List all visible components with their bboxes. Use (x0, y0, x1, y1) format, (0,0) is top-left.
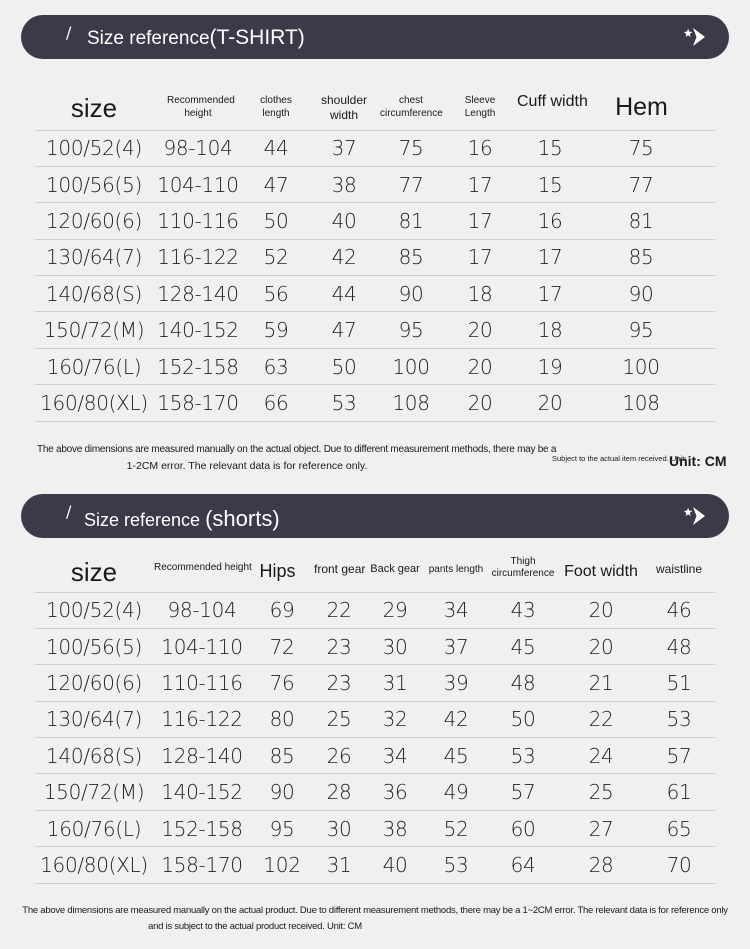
table-row (35, 665, 715, 701)
table-cell: 24 (559, 738, 643, 774)
table-cell: 160/80(XL) (35, 385, 153, 421)
table-cell: 16 (517, 203, 583, 239)
shorts-banner (21, 494, 729, 538)
table-cell: 23 (313, 628, 365, 664)
note-line: The above dimensions are measured manually on the actual object. Due to different measurement methods, there may be a (37, 444, 557, 455)
table-cell: 100 (583, 348, 715, 384)
table-cell: 29 (365, 592, 425, 628)
table-row (35, 701, 715, 737)
table-cell: 18 (443, 276, 517, 312)
table-cell: 27 (559, 810, 643, 846)
table-row (35, 810, 715, 846)
table-cell: 23 (313, 665, 365, 701)
table-cell: 116-122 (153, 239, 243, 275)
table-cell: 72 (251, 628, 313, 664)
tshirt-header-shoulder-width: shoulder width (320, 92, 368, 122)
table-cell: 140-152 (153, 312, 243, 348)
table-cell: 20 (559, 628, 643, 664)
table-cell: 44 (309, 276, 379, 312)
table-cell: 43 (487, 592, 559, 628)
table-cell: 158-170 (153, 385, 243, 421)
table-row (35, 348, 715, 384)
tshirt-banner-title: Size reference(T-SHIRT) (87, 26, 305, 49)
table-cell: 70 (643, 847, 715, 883)
table-cell: 40 (365, 847, 425, 883)
table-row (35, 628, 715, 664)
table-cell: 17 (443, 166, 517, 202)
table-cell: 20 (443, 385, 517, 421)
table-cell: 110-116 (153, 203, 243, 239)
table-cell: 152-158 (153, 810, 251, 846)
table-cell: 64 (487, 847, 559, 883)
table-cell: 38 (309, 166, 379, 202)
table-cell: 57 (643, 738, 715, 774)
table-row (35, 738, 715, 774)
table-cell: 160/80(XL) (35, 847, 153, 883)
slash-decoration: / (66, 23, 72, 42)
table-cell: 75 (379, 130, 443, 166)
table-cell: 48 (643, 628, 715, 664)
table-cell: 31 (313, 847, 365, 883)
table-cell: 152-158 (153, 348, 243, 384)
shorts-measurement-note (10, 903, 740, 935)
table-cell: 53 (643, 701, 715, 737)
table-cell: 76 (251, 665, 313, 701)
table-cell: 25 (313, 701, 365, 737)
table-row (35, 130, 715, 166)
table-cell: 90 (251, 774, 313, 810)
table-row (35, 312, 715, 348)
table-cell: 37 (425, 628, 487, 664)
table-cell: 104-110 (153, 166, 243, 202)
tshirt-header-sleeve: Sleeve Length (464, 95, 496, 119)
shorts-header-waistline: waistline (655, 562, 703, 577)
table-cell: 22 (559, 701, 643, 737)
star-arrow-logo-icon (683, 504, 709, 528)
table-cell: 100/56(5) (35, 166, 153, 202)
tshirt-header-height: Recommended height (167, 95, 235, 119)
table-cell: 18 (517, 312, 583, 348)
table-cell: 140-152 (153, 774, 251, 810)
tshirt-header-size: size (70, 92, 118, 123)
table-cell: 50 (487, 701, 559, 737)
tshirt-header-chest: chest circumference (380, 95, 443, 119)
table-cell: 160/76(L) (35, 810, 153, 846)
table-cell: 53 (425, 847, 487, 883)
table-cell: 100/56(5) (35, 628, 153, 664)
table-row (35, 847, 715, 883)
table-cell: 20 (443, 312, 517, 348)
table-cell: 160/76(L) (35, 348, 153, 384)
table-cell: 65 (643, 810, 715, 846)
shorts-header-size: size (70, 557, 118, 587)
table-row (35, 385, 715, 421)
table-row (35, 592, 715, 628)
tshirt-table-body (35, 130, 715, 421)
tshirt-measurement-note (37, 442, 557, 474)
table-cell: 49 (425, 774, 487, 810)
table-cell: 77 (583, 166, 715, 202)
shorts-header-foot-width: Foot width (564, 563, 638, 581)
table-cell: 34 (425, 592, 487, 628)
table-cell: 120/60(6) (35, 665, 153, 701)
table-row (35, 239, 715, 275)
table-cell: 26 (313, 738, 365, 774)
table-cell: 69 (251, 592, 313, 628)
table-cell: 22 (313, 592, 365, 628)
table-cell: 140/68(S) (35, 276, 153, 312)
table-cell: 66 (243, 385, 309, 421)
table-cell: 20 (559, 592, 643, 628)
table-cell: 28 (559, 847, 643, 883)
table-cell: 95 (379, 312, 443, 348)
table-cell: 38 (365, 810, 425, 846)
table-row (35, 276, 715, 312)
table-cell: 75 (583, 130, 715, 166)
table-cell: 20 (517, 385, 583, 421)
table-cell: 150/72(M) (35, 312, 153, 348)
table-cell: 81 (583, 203, 715, 239)
table-cell: 90 (583, 276, 715, 312)
tshirt-banner (21, 15, 729, 59)
table-cell: 110-116 (153, 665, 251, 701)
table-cell: 17 (443, 239, 517, 275)
shorts-header-height: Recommended height (154, 562, 252, 573)
table-cell: 61 (643, 774, 715, 810)
table-cell: 39 (425, 665, 487, 701)
table-cell: 17 (517, 276, 583, 312)
slash-decoration: / (66, 502, 72, 521)
tshirt-header-hem: Hem (615, 93, 668, 122)
shorts-header-pants-length: pants length (428, 563, 484, 575)
table-cell: 40 (309, 203, 379, 239)
table-cell: 102 (251, 847, 313, 883)
table-cell: 128-140 (153, 738, 251, 774)
table-cell: 47 (243, 166, 309, 202)
table-cell: 81 (379, 203, 443, 239)
table-cell: 130/64(7) (35, 239, 153, 275)
table-cell: 100 (379, 348, 443, 384)
table-cell: 85 (583, 239, 715, 275)
table-cell: 104-110 (153, 628, 251, 664)
table-row (35, 203, 715, 239)
shorts-header-thigh: Thigh circumference (491, 555, 555, 580)
table-cell: 46 (643, 592, 715, 628)
table-cell: 25 (559, 774, 643, 810)
table-cell: 108 (583, 385, 715, 421)
table-cell: 28 (313, 774, 365, 810)
table-cell: 42 (425, 701, 487, 737)
table-cell: 130/64(7) (35, 701, 153, 737)
table-cell: 150/72(M) (35, 774, 153, 810)
note-line: 1-2CM error. The relevant data is for reference only. (126, 460, 368, 472)
table-cell: 20 (443, 348, 517, 384)
tshirt-header-cuff: Cuff width (517, 92, 588, 110)
tshirt-size-table (35, 86, 715, 422)
table-cell: 50 (243, 203, 309, 239)
note-line: The above dimensions are measured manually on the actual product. Due to different measurement methods, there may be a 1~2CM error. The relevant data is for reference only (22, 905, 728, 916)
table-cell: 80 (251, 701, 313, 737)
table-cell: 116-122 (153, 701, 251, 737)
table-cell: 95 (251, 810, 313, 846)
table-cell: 44 (243, 130, 309, 166)
table-cell: 77 (379, 166, 443, 202)
table-cell: 140/68(S) (35, 738, 153, 774)
table-cell: 53 (309, 385, 379, 421)
table-cell: 52 (243, 239, 309, 275)
shorts-banner-title: Size reference (shorts) (84, 506, 280, 531)
table-cell: 15 (517, 166, 583, 202)
star-arrow-logo-icon (683, 25, 709, 49)
table-cell: 47 (309, 312, 379, 348)
table-cell: 34 (365, 738, 425, 774)
tshirt-header-clothes-length: clothes length (260, 95, 292, 119)
note-line: and is subject to the actual product received. Unit: CM (148, 921, 362, 932)
table-cell: 100/52(4) (35, 592, 153, 628)
table-cell: 85 (379, 239, 443, 275)
table-cell: 52 (425, 810, 487, 846)
table-cell: 63 (243, 348, 309, 384)
shorts-header-back-gear: Back gear (370, 562, 420, 575)
table-cell: 98-104 (153, 130, 243, 166)
table-cell: 37 (309, 130, 379, 166)
table-cell: 48 (487, 665, 559, 701)
table-cell: 21 (559, 665, 643, 701)
table-cell: 60 (487, 810, 559, 846)
table-cell: 158-170 (153, 847, 251, 883)
tshirt-unit-label: Unit: CM (669, 453, 727, 469)
table-cell: 16 (443, 130, 517, 166)
table-cell: 45 (487, 628, 559, 664)
table-cell: 50 (309, 348, 379, 384)
table-row (35, 166, 715, 202)
table-cell: 32 (365, 701, 425, 737)
table-cell: 31 (365, 665, 425, 701)
shorts-table-body (35, 592, 715, 883)
table-cell: 36 (365, 774, 425, 810)
table-cell: 19 (517, 348, 583, 384)
table-cell: 17 (443, 203, 517, 239)
table-cell: 95 (583, 312, 715, 348)
table-cell: 59 (243, 312, 309, 348)
table-cell: 30 (365, 628, 425, 664)
table-cell: 90 (379, 276, 443, 312)
table-cell: 108 (379, 385, 443, 421)
table-cell: 98-104 (153, 592, 251, 628)
tshirt-subject-note: Subject to the actual item received. Unit: (552, 454, 687, 463)
table-cell: 128-140 (153, 276, 243, 312)
table-row (35, 774, 715, 810)
table-cell: 100/52(4) (35, 130, 153, 166)
table-cell: 53 (487, 738, 559, 774)
table-cell: 15 (517, 130, 583, 166)
table-cell: 51 (643, 665, 715, 701)
table-cell: 56 (243, 276, 309, 312)
table-cell: 57 (487, 774, 559, 810)
shorts-header-hips: Hips (259, 561, 296, 581)
table-cell: 85 (251, 738, 313, 774)
table-cell: 42 (309, 239, 379, 275)
table-cell: 30 (313, 810, 365, 846)
shorts-header-front-gear: front gear (314, 562, 366, 577)
table-cell: 120/60(6) (35, 203, 153, 239)
table-cell: 45 (425, 738, 487, 774)
shorts-size-table (35, 548, 715, 884)
table-cell: 17 (517, 239, 583, 275)
